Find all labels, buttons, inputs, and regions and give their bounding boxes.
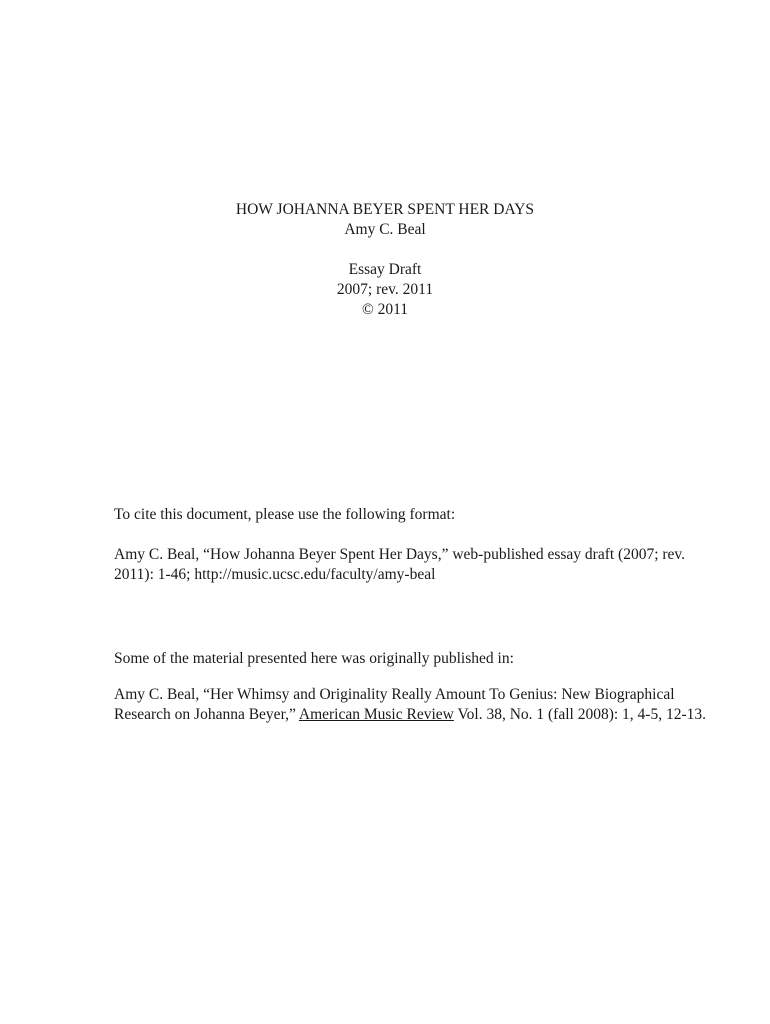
essay-title: HOW JOHANNA BEYER SPENT HER DAYS: [235, 201, 535, 218]
title-block: [0, 200, 770, 320]
publication-line-2: [114, 705, 714, 725]
citation-line-2: 2011): 1-46; http://music.ucsc.edu/faculty/amy-beal: [114, 566, 436, 583]
publication-intro: Some of the material presented here was originally published in:: [114, 650, 514, 667]
journal-title: American Music Review: [298, 706, 454, 723]
publication-reference: [114, 685, 714, 725]
author-name: Amy C. Beal: [344, 221, 426, 238]
title-spacer: [0, 240, 770, 260]
citation-reference: [114, 545, 714, 585]
citation-intro: To cite this document, please use the following format:: [114, 506, 456, 523]
publication-line-1: Amy C. Beal, “Her Whimsy and Originality Really Amount To Genius: New Biographical: [114, 686, 675, 703]
citation-line-1: Amy C. Beal, “How Johanna Beyer Spent Her Days,” web-published essay draft (2007; rev.: [114, 546, 686, 563]
document-type: Essay Draft: [348, 261, 422, 278]
publication-line-2-suffix: Vol. 38, No. 1 (fall 2008): 1, 4-5, 12-13.: [453, 706, 707, 723]
publication-line-2-prefix: Research on Johanna Beyer,”: [114, 706, 299, 723]
copyright-notice: © 2011: [361, 301, 409, 318]
document-dates: 2007; rev. 2011: [336, 281, 434, 298]
